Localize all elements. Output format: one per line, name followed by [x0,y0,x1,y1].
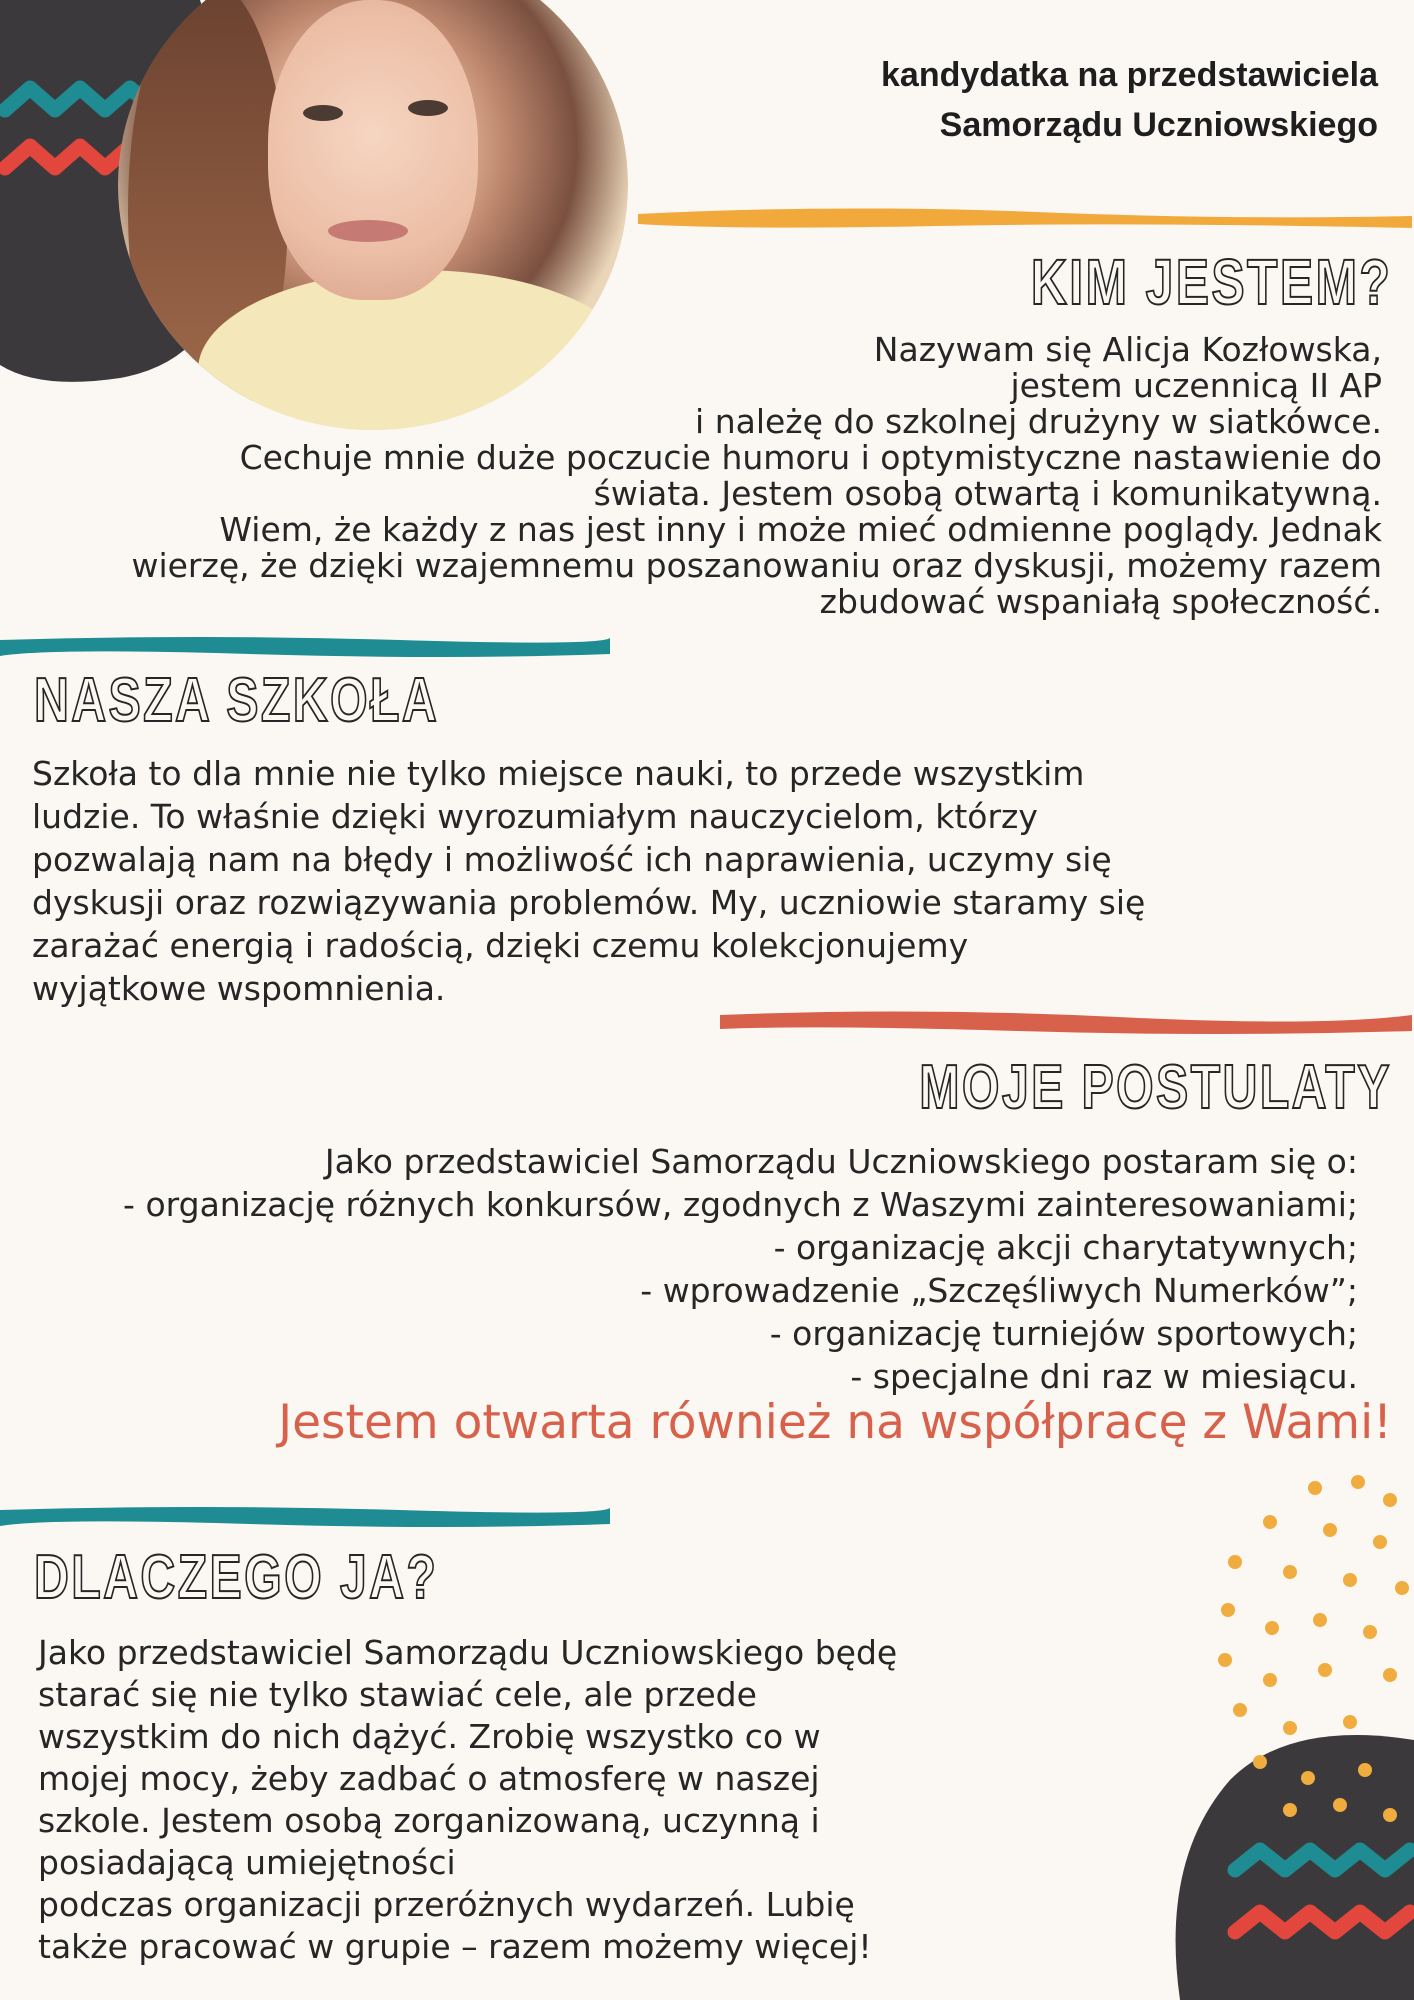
photo-face [268,0,478,300]
dlaczego-line: wszystkim do nich dążyć. Zrobię wszystko co w [38,1717,821,1756]
nasza-szkola-line: dyskusji oraz rozwiązywania problemów. My, uczniowie staramy się [32,883,1146,922]
nasza-szkola-line: ludzie. To właśnie dzięki wyrozumiałym nauczycielom, którzy [32,797,1038,836]
orange-brush-stroke [636,198,1414,232]
decor-bottom-right [1140,1460,1414,2000]
closing-statement: Jestem otwarta również na współpracę z Wami! [278,1395,1392,1450]
dlaczego-line: starać się nie tylko stawiać cele, ale przede [38,1675,757,1714]
dlaczego-line: mojej mocy, żeby zadbać o atmosferę w naszej [38,1759,820,1798]
heading-dlaczego-ja: DLACZEGO JA? [34,1543,439,1612]
postulaty-line: - organizację różnych konkursów, zgodnych z Waszymi zainteresowaniami; [123,1185,1358,1224]
nasza-szkola-line: wyjątkowe wspomnienia. [32,969,446,1008]
photo-eye-right [408,100,448,116]
kim-jestem-line: wierzę, że dzięki wzajemnemu poszanowaniu oraz dyskusji, możemy razem [131,546,1382,585]
kim-jestem-line: jestem uczennicą II AP [1010,366,1382,405]
kim-jestem-line: zbudować wspaniałą społeczność. [819,582,1382,621]
kim-jestem-line: świata. Jestem osobą otwartą i komunikatywną. [593,474,1382,513]
teal-brush-stroke-2 [0,1500,612,1534]
postulaty-line: - organizację akcji charytatywnych; [773,1228,1358,1267]
coral-brush-stroke [718,1005,1414,1039]
heading-nasza-szkola: NASZA SZKOŁA [34,666,440,735]
postulaty-text [123,1140,1358,1398]
kim-jestem-line: Wiem, że każdy z nas jest inny i może mieć odmienne poglądy. Jednak [219,510,1382,549]
postulaty-line: - organizację turniejów sportowych; [769,1314,1358,1353]
kim-jestem-line: Cechuje mnie duże poczucie humoru i optymistyczne nastawienie do [239,438,1382,477]
postulaty-line: - specjalne dni raz w miesiącu. [850,1357,1358,1396]
candidate-line-2: Samorządu Uczniowskiego [939,106,1378,144]
heading-moje-postulaty: MOJE POSTULATY [919,1053,1392,1122]
heading-kim-jestem: KIM JESTEM? [1030,246,1392,318]
nasza-szkola-line: Szkoła to dla mnie nie tylko miejsce nauki, to przede wszystkim [32,754,1085,793]
dlaczego-text [38,1632,897,1968]
candidate-title [881,50,1378,150]
dlaczego-line: szkole. Jestem osobą zorganizowaną, uczynną i [38,1801,820,1840]
postulaty-line: - wprowadzenie „Szczęśliwych Numerków”; [640,1271,1358,1310]
kim-jestem-line: Nazywam się Alicja Kozłowska, [873,330,1382,369]
dlaczego-line: posiadającą umiejętności [38,1843,456,1882]
photo-lips [328,220,408,242]
nasza-szkola-line: zarażać energią i radością, dzięki czemu kolekcjonujemy [32,926,969,965]
postulaty-line: Jako przedstawiciel Samorządu Uczniowskiego postaram się o: [324,1142,1358,1181]
kim-jestem-line: i należę do szkolnej drużyny w siatkówce. [695,402,1382,441]
nasza-szkola-line: pozwalają nam na błędy i możliwość ich naprawienia, uczymy się [32,840,1112,879]
dlaczego-line: także pracować w grupie – razem możemy więcej! [38,1927,872,1966]
dlaczego-line: podczas organizacji przeróżnych wydarzeń. Lubię [38,1885,855,1924]
photo-eye-left [303,105,343,121]
dlaczego-line: Jako przedstawiciel Samorządu Uczniowskiego będę [38,1633,898,1672]
teal-brush-stroke-1 [0,630,612,664]
candidate-line-1: kandydatka na przedstawiciela [881,56,1378,94]
kim-jestem-text [131,332,1382,620]
nasza-szkola-text [32,752,1145,1010]
